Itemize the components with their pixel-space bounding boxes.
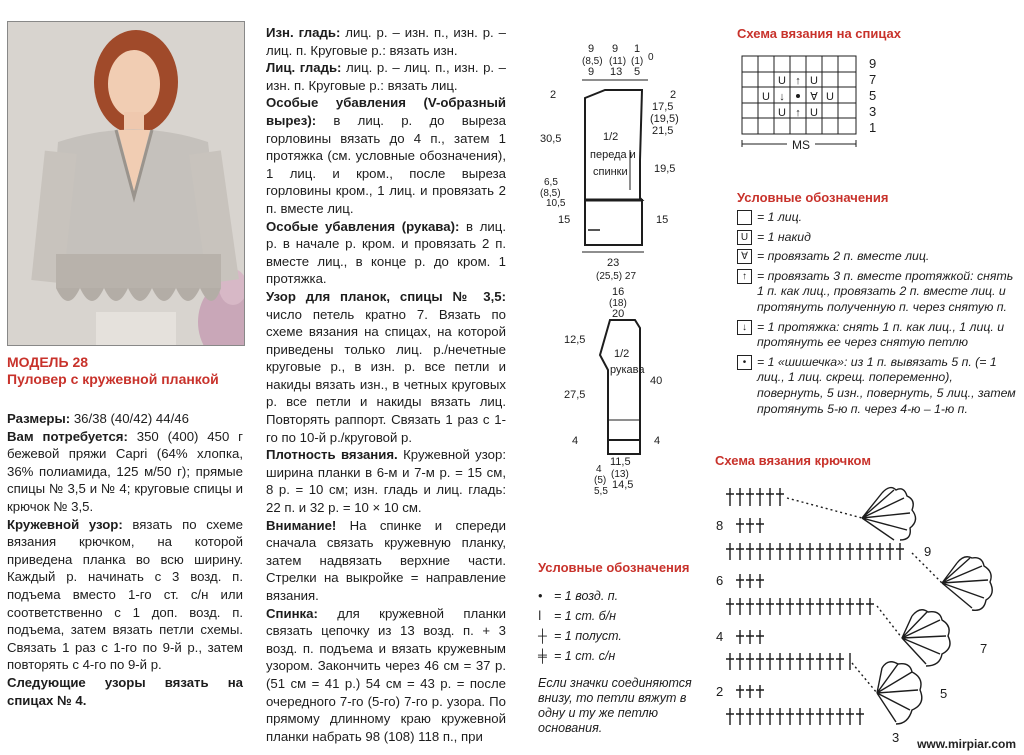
svg-text:(5): (5) [594,475,607,486]
svg-text:(25,5) 27: (25,5) 27 [596,271,637,282]
svg-text:2: 2 [670,89,677,101]
row-9-stitches [726,488,784,506]
svg-text:↓: ↓ [779,91,785,103]
svg-text:1: 1 [869,120,877,135]
k2tog-icon: ∀ [737,249,752,264]
svg-text:0: 0 [648,52,654,63]
legend-knit-item-2: U = 1 накид [737,230,1019,246]
row-2-stitches [736,685,764,698]
svg-text:13: 13 [610,66,623,78]
paragraph-sleeve-decreases: Особые убавления (рукава): в лиц. р. в начале р. кром. и провязать 2 п. вместе лиц., в конце р. до кром. 1 протяжка. [266,218,506,287]
row-3-stitches [726,653,850,670]
legend-hdc: ┼ = 1 полуст. [538,626,698,646]
legend-knit-item-4: ↑ = провязать 3 п. вместе протяжкой: снять 1 п. как лиц., провязать 2 п. вместе лиц. и протянуть полученную п. через снятую п. [737,269,1019,316]
svg-text:20: 20 [612,308,625,320]
svg-text:9: 9 [588,43,595,55]
crochet-legend-note: Если значки соединяются внизу, то петли вяжут в одну и ту же петлю основания. [538,676,692,735]
legend-knit-item-3: ∀ = провязать 2 п. вместе лиц. [737,249,1019,265]
hdc-icon: ┼ [538,629,547,643]
paragraph-sizes: Размеры: 36/38 (40/42) 44/46 [7,411,189,426]
svg-text:2: 2 [550,89,557,101]
front-label-2: переда и [590,149,636,161]
svg-text:(8,5): (8,5) [582,56,603,67]
svg-text:9: 9 [612,43,619,55]
legend-knit-item-6: • = 1 «шишечка»: из 1 п. вывязать 5 п. (= 1 лиц., 1 лиц. скрещ. попеременно), повернуть, 5 изн., повернуть, 5 лиц., затем протянуть 5-ю п. через 4-ю – 1-ю п. [737,355,1019,417]
crochet-legend [538,586,698,736]
svg-text:9: 9 [869,56,877,71]
column-2-text [266,24,506,745]
paragraph-gauge: Плотность вязания. Кружевной узор: ширина планки в 6-м и 7-м р. = 15 см, 8 р. = 10 см; изн. гладь и лиц. гладь: 22 п. и 32 р. = 10 × 10 см. [266,447,506,516]
paragraph-lace-pattern: Кружевной узор: вязать по схеме вязания крючком, на которой приведена планка во всю ширину. Каждый р. начинать с 3 возд. п. подъема вместо 1-го ст. с/н или соответственно с 1 доп. возд. п. подъема, затем вязать петли схемы. Связать 1 раз с 1-го по 9-й р., затем повторять с 4-го по 9-й р. [7,516,243,673]
legend-sc: ǀ = 1 ст. б/н [538,606,698,626]
svg-text:5,5: 5,5 [594,486,608,497]
svg-text:8: 8 [716,518,724,533]
sleeve-label-1: 1/2 [614,348,630,360]
model-name: Пуловер с кружевной планкой [7,371,219,387]
shell-fan-7 [942,557,992,611]
svg-text:21,5: 21,5 [652,125,674,137]
svg-text:9: 9 [924,544,932,559]
sleeve-outline [600,320,640,440]
svg-text:6,5: 6,5 [544,177,558,188]
front-lace-band [585,200,642,245]
svg-text:16: 16 [612,286,625,298]
svg-text:(13): (13) [611,469,629,480]
svg-text:7: 7 [980,641,988,656]
paragraph-back: Спинка: для кружевной планки связать цепочку из 13 возд. п. + 3 возд. п. подъема и вязать кружевным узором. Закончить через 46 см = 37 р. (51 см = 41 р.) 54 см = 43 р. = после очередного 7-го (5-го) 7-го р. узора. По прямому длинному краю кружевной планки набрать 98 (108) 118 п., при [266,605,506,744]
svg-text:9: 9 [588,66,595,78]
svg-text:17,5: 17,5 [652,101,674,113]
svg-text:5: 5 [634,66,641,78]
knit-legend [737,210,1019,417]
crochet-chart-title: Схема вязания крючком [715,453,871,468]
svg-text:5: 5 [940,686,948,701]
svg-text:(1): (1) [631,56,644,67]
skp-icon: ↓ [737,320,752,335]
svg-text:4: 4 [716,629,724,644]
svg-text:(19,5): (19,5) [650,113,679,125]
svg-text:∀: ∀ [810,91,818,103]
watermark: www.mirpiar.com [917,737,1016,751]
svg-text:12,5: 12,5 [564,334,586,346]
column-1-text [7,410,243,709]
sleeve-cuff [608,440,640,454]
svg-text:U: U [778,107,786,119]
svg-text:(11): (11) [609,56,627,67]
svg-text:15: 15 [558,214,571,226]
svg-text:10,5: 10,5 [546,198,566,209]
legend-dc: ╪ = 1 ст. с/н [538,646,698,666]
svg-text:(8,5): (8,5) [540,188,561,199]
crochet-legend-title: Условные обозначения [538,560,690,575]
svg-text:↑: ↑ [795,107,801,119]
svg-text:7: 7 [869,72,877,87]
svg-text:↑: ↑ [795,75,801,87]
svg-text:3: 3 [892,730,900,745]
svg-text:U: U [826,91,834,103]
paragraph-reverse-stockinette: Изн. гладь: лиц. р. – изн. п., изн. р. – лиц. п. Круговые р.: вязать изн. [266,25,506,58]
knit-chart [737,52,887,164]
shell-fan-5 [902,610,950,666]
svg-text:(18): (18) [609,298,627,309]
svg-text:27,5: 27,5 [564,389,586,401]
row-8-stitches [736,518,764,533]
svg-text:15: 15 [656,214,669,226]
paragraph-next-patterns: Следующие узоры вязать на спицах № 4. [7,674,243,708]
svg-text:2: 2 [716,684,724,699]
svg-text:4: 4 [596,464,602,475]
paragraph-attention: Внимание! На спинке и спереди сначала связать кружевную планку, затем надвязать верхние части. Стрелки на выкройке = направление вязания. [266,517,506,603]
crochet-chart [712,478,1012,748]
paragraph-stockinette: Лиц. гладь: лиц. р. – лиц. п., изн. р. – изн. п. Круговые р.: вязать лиц. [266,60,506,93]
svg-text:19,5: 19,5 [654,163,676,175]
row-1-stitches [726,708,864,725]
row-5-stitches [726,598,874,615]
svg-text:1: 1 [634,43,641,55]
svg-text:4: 4 [572,435,579,447]
svg-text:MS: MS [792,138,810,152]
svg-text:30,5: 30,5 [540,133,562,145]
front-label-3: спинки [593,166,628,178]
model-photo-illustration [8,22,244,345]
paragraph-v-neck-decreases: Особые убавления (V-образный вырез): в лиц. р. до выреза горловины вязать до 4 п., затем 1 протяжка (см. условные обозначения), 1 лиц. и кром., после выреза горловины кром., 1 лиц. и провязать 2 п. вместе лиц. [266,95,506,216]
svg-text:U: U [762,91,770,103]
svg-text:40: 40 [650,375,663,387]
yarn-over-icon: U [737,230,752,245]
svg-text:4: 4 [654,435,661,447]
pattern-schematic [530,40,710,520]
sleeve-label-2: рукава [610,364,645,376]
model-title [7,354,219,388]
svg-text:14,5: 14,5 [612,479,634,491]
sk2p-icon: ↑ [737,269,752,284]
front-label-1: 1/2 [603,131,619,143]
paragraph-band-pattern: Узор для планок, спицы № 3,5: число петель кратно 7. Вязать по схеме вязания на спицах, на которой приведены только лиц. р./нечетные круговые р., в изн. р. все петли и накиды вязать изн., в четных круговых р. все петли и накиды вязать лиц. Повторять раппорт. Связать 1 раз с 1-го по 10-й р./круговой р. [266,288,506,445]
dc-icon: ╪ [538,649,547,663]
svg-text:U: U [810,75,818,87]
bobble-icon: • [737,355,752,370]
shell-fan-9 [862,488,916,540]
legend-chain: • = 1 возд. п. [538,586,698,606]
row-4-stitches [736,630,764,644]
legend-knit-item-1: = 1 лиц. [737,210,1019,226]
knit-chart-title: Схема вязания на спицах [737,26,901,41]
svg-text:6: 6 [716,573,724,588]
knit-legend-title: Условные обозначения [737,190,889,205]
knit-st-icon [737,210,752,225]
row-6-stitches [736,574,764,588]
legend-knit-item-5: ↓ = 1 протяжка: снять 1 п. как лиц., 1 лиц. и протянуть ее через снятую петлю [737,320,1019,351]
svg-text:11,5: 11,5 [610,456,631,468]
svg-text:U: U [810,107,818,119]
paragraph-materials: Вам потребуется: 350 (400) 450 г бежевой пряжи Capri (64% хлопка, 36% полиамида, 125 м/50 г); прямые спицы № 3,5 и № 4; круговые спицы и крючок № 3,5. [7,428,243,514]
svg-text:3: 3 [869,104,877,119]
chain-icon: • [538,589,543,603]
model-number: МОДЕЛЬ 28 [7,354,89,370]
front-back-outline [585,90,642,200]
model-photo [7,21,245,346]
sc-icon: ǀ [538,609,542,623]
svg-text:23: 23 [607,257,620,269]
row-7-stitches [726,543,904,560]
shell-fan-3 [877,662,922,724]
svg-text:5: 5 [869,88,877,103]
svg-text:U: U [778,75,786,87]
